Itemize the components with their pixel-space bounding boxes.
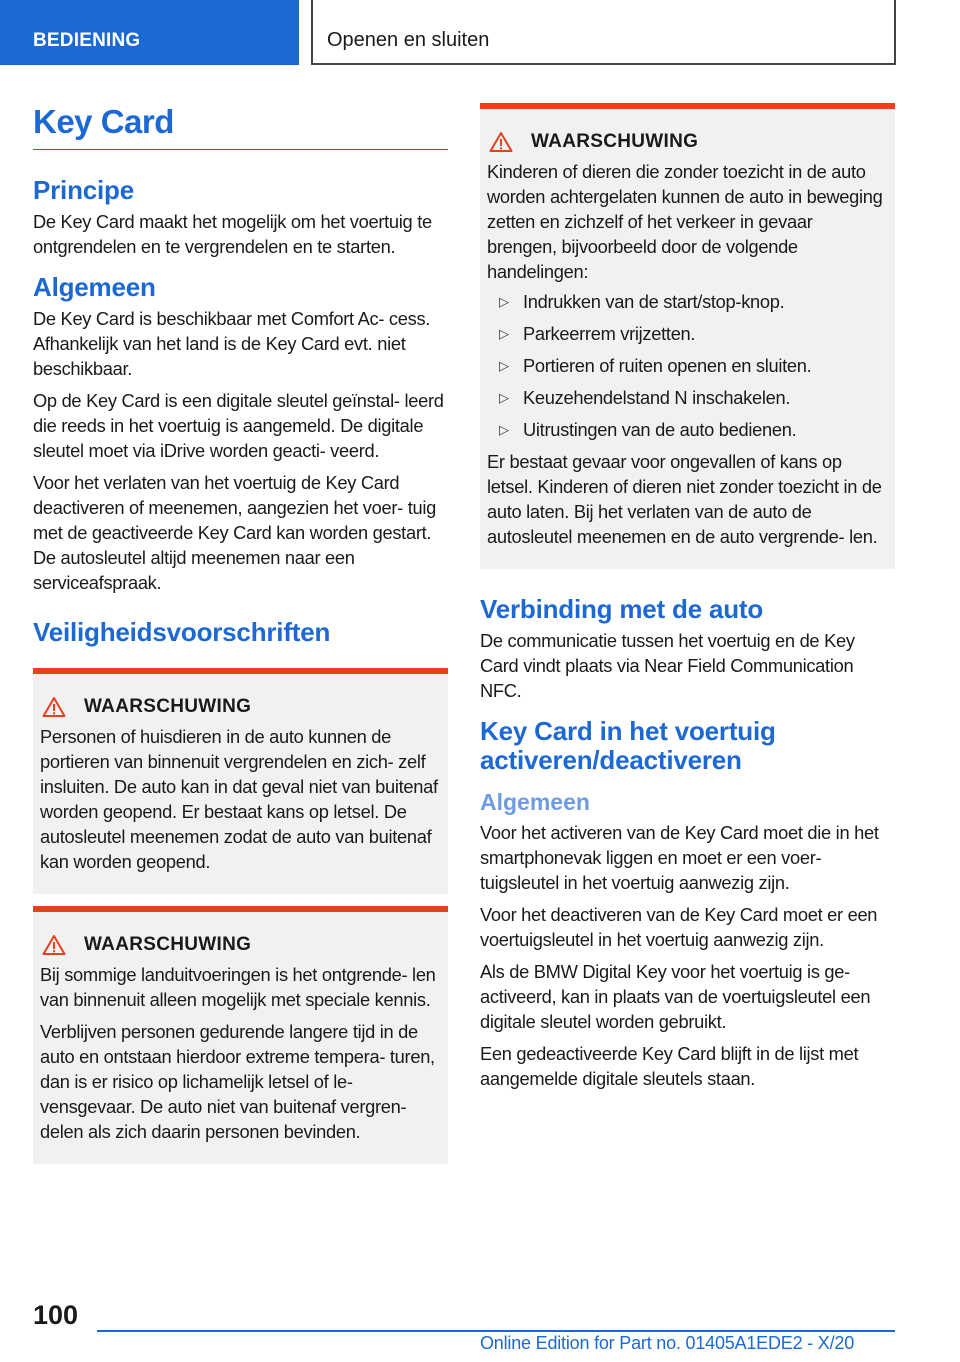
- list-item: ▷ Parkeerrem vrijzetten.: [487, 321, 887, 346]
- bullet-triangle-icon: ▷: [499, 358, 509, 373]
- warning-box-3: [480, 103, 895, 569]
- heading-principe: Principe: [33, 175, 134, 205]
- bullet-triangle-icon: ▷: [499, 422, 509, 437]
- subheading-algemeen: Algemeen: [480, 789, 590, 815]
- left-column: [33, 103, 448, 1164]
- warning-label: WAARSCHUWING: [84, 934, 252, 955]
- section-tab: BEDIENING: [0, 0, 299, 65]
- activeren-paragraph-4: Een gedeactiveerde Key Card blijft in de lijst met aangemelde digitale sleutels staan.: [480, 1043, 859, 1089]
- list-item: ▷ Keuzehendelstand N inschakelen.: [487, 385, 887, 410]
- page-title: Key Card: [33, 103, 448, 150]
- warning-label: WAARSCHUWING: [531, 131, 699, 152]
- algemeen-paragraph-2: Op de Key Card is een digitale sleutel geïnstal- leerd die reeds in het voertuig is aangemeld. De digitale sleutel moet via iDrive worden geacti- veerd.: [33, 390, 444, 461]
- warning-title: [40, 934, 440, 956]
- bullet-triangle-icon: ▷: [499, 390, 509, 405]
- warning-text: Personen of huisdieren in de auto kunnen de portieren van binnenuit vergrendelen en zich- zelf insluiten. De auto kan in dat geval niet van buitenaf worden geopend. Er bestaat kans op letsel. De autosleutel meenemen zodat de auto van buitenaf kan worden geopend.: [40, 726, 438, 872]
- activeren-paragraph-3: Als de BMW Digital Key voor het voertuig is ge- activeerd, kan in plaats van de voertuigsleutel een digitale sleutel worden gebruikt.: [480, 961, 871, 1032]
- activeren-paragraph-1: Voor het activeren van de Key Card moet die in het smartphonevak liggen en moet er een voer- tuigsleutel in het voertuig aanwezig zijn.: [480, 822, 879, 893]
- right-column: [480, 103, 895, 1091]
- bullet-triangle-icon: ▷: [499, 294, 509, 309]
- warning-triangle-icon: [487, 131, 531, 153]
- list-item: ▷ Portieren of ruiten openen en sluiten.: [487, 353, 887, 378]
- footer-divider: [97, 1330, 895, 1332]
- warning-outro: Er bestaat gevaar voor ongevallen of kans op letsel. Kinderen of dieren niet zonder toezicht in de auto laten. Bij het verlaten van de auto de autosleutel meenemen en de auto vergrende- len.: [487, 451, 882, 547]
- warning-paragraph-2: Verblijven personen gedurende langere tijd in de auto en ontstaan hierdoor extreme tempera- turen, dan is er risico op lichamelijk letsel of le- vensgevaar. De auto niet van buitenaf vergren- delen als zich daarin personen bevinden.: [40, 1021, 435, 1142]
- list-item: ▷ Indrukken van de start/stop-knop.: [487, 289, 887, 314]
- page-number: 100: [33, 1300, 79, 1330]
- footer-edition: Online Edition for Part no. 01405A1EDE2 - X/20: [480, 1333, 855, 1353]
- warning-label: WAARSCHUWING: [84, 696, 252, 717]
- warning-paragraph-1: Bij sommige landuitvoeringen is het ontgrende- len van binnenuit alleen mogelijk met speciale kennis.: [40, 964, 436, 1010]
- warning-triangle-icon: [40, 934, 84, 956]
- warning-box-1: [33, 668, 448, 894]
- bullet-triangle-icon: ▷: [499, 326, 509, 341]
- algemeen-paragraph-3: Voor het verlaten van het voertuig de Key Card deactiveren of meenemen, aangezien het voer- tuig met de geactiveerde Key Card kan worden gestart. De autosleutel altijd meenemen naar een serviceafspraak.: [33, 472, 436, 593]
- principe-text: De Key Card maakt het mogelijk om het voertuig te ontgrendelen en te vergrendelen en te starten.: [33, 211, 432, 257]
- heading-verbinding: Verbinding met de auto: [480, 594, 764, 624]
- warning-title: [40, 696, 440, 718]
- warning-title: [487, 131, 887, 153]
- heading-algemeen: Algemeen: [33, 272, 156, 302]
- warning-box-2: [33, 906, 448, 1164]
- verbinding-text: De communicatie tussen het voertuig en de Key Card vindt plaats via Near Field Communication NFC.: [480, 630, 855, 701]
- warning-intro: Kinderen of dieren die zonder toezicht in de auto worden achtergelaten kunnen de auto in beweging zetten en zichzelf of het verkeer in gevaar brengen, bijvoorbeeld door de volgende handelingen:: [487, 161, 883, 282]
- list-item: ▷ Uitrustingen van de auto bedienen.: [487, 417, 887, 442]
- activeren-paragraph-2: Voor het deactiveren van de Key Card moet er een voertuigsleutel in het voertuig aanwezig zijn.: [480, 904, 878, 950]
- chapter-title: Openen en sluiten: [311, 0, 896, 65]
- heading-activeren: Key Card in het voertuig activeren/deactiveren: [480, 716, 776, 775]
- warning-triangle-icon: [40, 696, 84, 718]
- algemeen-paragraph-1: De Key Card is beschikbaar met Comfort Ac- cess. Afhankelijk van het land is de Key Card evt. niet beschikbaar.: [33, 308, 431, 379]
- warning-action-list: [487, 289, 887, 442]
- heading-veiligheid: Veiligheidsvoorschriften: [33, 617, 331, 647]
